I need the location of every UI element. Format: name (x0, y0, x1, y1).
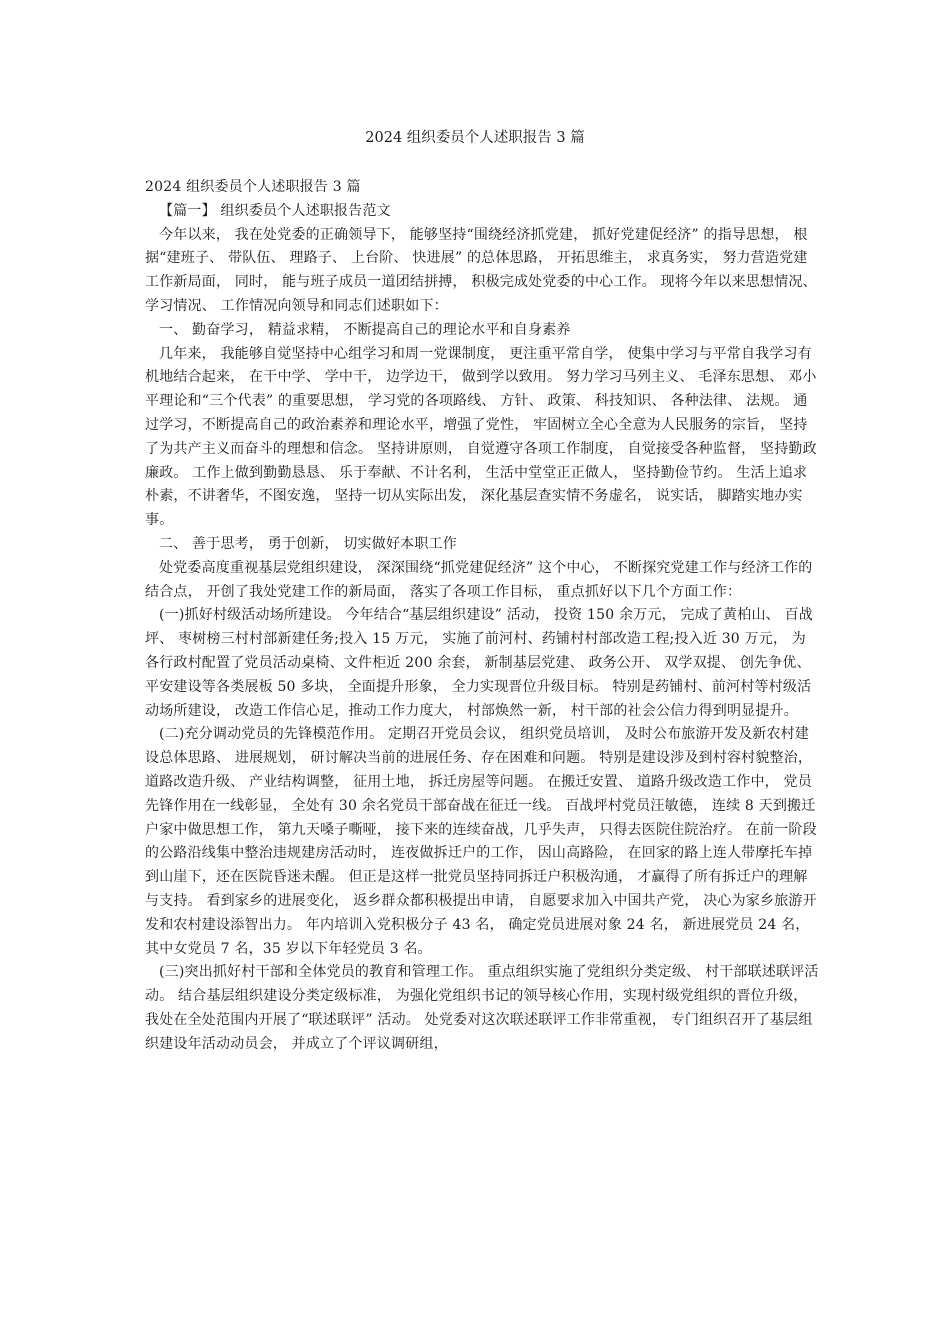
paragraph: (三)突出抓好村干部和全体党员的教育和管理工作。 重点组织实施了党组织分类定级、 村干部联述联评活动。 结合基层组织建设分类定级标准， 为强化党组织书记的领导核心作用，实现村级党组织的晋位升级， 我处在全处范围内开展了“联述联评” 活动。 处党委对这次联述联评工作非常重视， 专门组织召开了基层组织建设年活动动员会， 并成立了个评议调研组， (145, 964, 819, 1052)
subheading: 一、 勤奋学习， 精益求精， 不断提高自己的理论水平和自身素养 (159, 321, 571, 338)
subheading: 二、 善于思考， 勇于创新， 切实做好本职工作 (159, 535, 457, 552)
section-heading: 【篇一】 组织委员个人述职报告范文 (159, 202, 391, 219)
paragraph: 几年来， 我能够自觉坚持中心组学习和周一党课制度， 更注重平常自学， 使集中学习与平常自我学习有机地结合起来， 在干中学、 学中干， 边学边干， 做到学以致用。 努力学习马列主义、 毛泽东思想、 邓小平理论和“三个代表” 的重要思想， 学习党的各项路线、 方针、 政策、 科技知识、 各种法律、 法规。 通过学习，不断提高自己的政治素养和理论水平，增强了党性， 牢固树立全心全意为人民服务的宗旨， 坚持了为共产主义而奋斗的理想和信念。 坚持讲原则， 自觉遵守各项工作制度， 自觉接受各种监督， 坚持勤政廉政。 工作上做到勤勤恳恳、 乐于奉献、不计名利， 生活中堂堂正正做人， 坚持勤俭节约。 生活上追求朴素，不讲奢华，不图安逸， 坚持一切从实际出发， 深化基层查实情不务虚名， 说实话， 脚踏实地办实事。 (145, 345, 817, 529)
document-subtitle: 2024 组织委员个人述职报告 3 篇 (145, 179, 361, 195)
paragraph: 处党委高度重视基层党组织建设， 深深围绕“抓党建促经济” 这个中心， 不断探究党建工作与经济工作的结合点， 开创了我处党建工作的新局面， 落实了各项工作目标， 重点抓好以下几个方面工作： (145, 559, 813, 600)
paragraph: 今年以来， 我在处党委的正确领导下， 能够坚持“围绕经济抓党建， 抓好党建促经济” 的指导思想， 根据“建班子、 带队伍、 理路子、 上台阶、 快进展” 的总体思路， 开拓思维主， 求真务实， 努力营造党建工作新局面， 同时， 能与班子成员一道团结拼搏， 积极完成处党委的中心工作。 现将今年以来思想情况、 学习情况、 工作情况向领导和同志们述职如下： (145, 226, 817, 314)
document-body (145, 176, 820, 1056)
page-title: 2024 组织委员个人述职报告 3 篇 (365, 130, 585, 146)
paragraph: (一)抓好村级活动场所建设。 今年结合“基层组织建设” 活动， 投资 150 余万元， 完成了黄柏山、 百战坪、 枣树榜三村村部新建任务;投入 15 万元， 实施了前河村、药铺村村部改造工程;投入近 30 万元， 为各行政村配置了党员活动桌椅、文件柜近 200 余套， 新制基层党建、 政务公开、 双学双提、 创先争优、 平安建设等各类展板 50 多块， 全面提升形象， 全力实现晋位升级目标。 特别是药铺村、前河村等村级活动场所建设， 改造工作信心足，推动工作力度大， 村部焕然一新， 村干部的社会公信力得到明显提升。 (145, 607, 813, 719)
paragraph: (二)充分调动党员的先锋模范作用。 定期召开党员会议， 组织党员培训， 及时公布旅游开发及新农村建设总体思路、 进展规划， 研讨解决当前的进展任务、存在困难和问题。 特别是建设涉及到村容村貌整治， 道路改造升级、 产业结构调整， 征用土地， 拆迁房屋等问题。 在搬迁安置、 道路升级改造工作中， 党员先锋作用在一线彰显， 全处有 30 余名党员干部奋战在征迁一线。 百战坪村党员汪敏德， 连续 8 天到搬迁户家中做思想工作， 第九天嗓子嘶哑， 接下来的连续奋战，几乎失声， 只得去医院住院治疗。 在前一阶段的公路沿线集中整治违规建房活动时， 连夜做拆迁户的工作， 因山高路险， 在回家的路上连人带摩托车掉到山崖下，还在医院昏迷未醒。 但正是这样一批党员坚持同拆迁户积极沟通， 才赢得了所有拆迁户的理解与支持。 看到家乡的进展变化， 返乡群众都积极提出申请， 自愿要求加入中国共产党， 决心为家乡旅游开发和农村建设添智出力。 年内培训入党积极分子 43 名， 确定党员进展对象 24 名， 新进展党员 24 名， 其中女党员 7 名，35 岁以下年轻党员 3 名。 (145, 726, 817, 957)
